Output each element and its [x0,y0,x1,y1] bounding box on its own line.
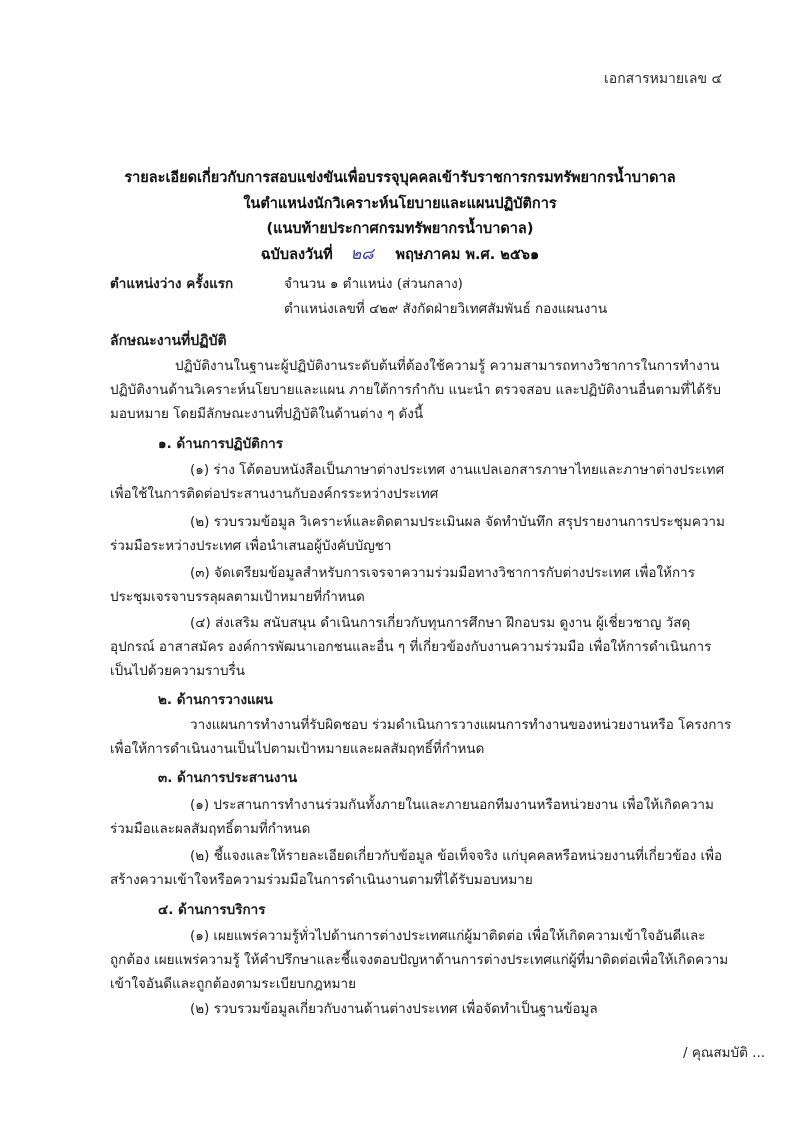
section-3-item-1-line-2: ร่วมมือและผลสัมฤทธิ์ตามที่กำหนด [110,821,311,837]
intro-line-3: มอบหมาย โดยมีลักษณะงานที่ปฏิบัติในด้านต่าง ๆ ดังนี้ [110,406,424,422]
section-3-item-2-line-1: (๒) ชี้แจงและให้รายละเอียดเกี่ยวกับข้อมูล ข้อเท็จจริง แก่บุคคลหรือหน่วยงานที่เกี่ยวข้อง เพื่อ [190,848,723,864]
section-4-item-1-line-2: ถูกต้อง เผยแพร่ความรู้ ให้คำปรึกษาและชี้แจงตอบปัญหาด้านการต่างประเทศแก่ผู้ที่มาติดต่อเพื่อให้เกิดความ [110,952,729,968]
section-4-item-2-line-1: (๒) รวบรวมข้อมูลเกี่ยวกับงานด้านต่างประเทศ เพื่อจัดทำเป็นฐานข้อมูล [190,1001,598,1017]
section-1-item-3-line-2: ประชุมเจรจาบรรลุผลตามเป้าหมายที่กำหนด [110,589,365,605]
section-4-item-1-line-3: เข้าใจอันดีและถูกต้องตามระเบียบกฎหมาย [110,976,357,992]
title-line-3: (แนบท้ายประกาศกรมทรัพยากรน้ำบาดาล) [266,221,534,237]
title-line-1: รายละเอียดเกี่ยวกับการสอบแข่งขันเพื่อบรรจุบุคคลเข้ารับราชการกรมทรัพยากรน้ำบาดาล [124,170,676,186]
section-1-item-3-line-1: (๓) จัดเตรียมข้อมูลสำหรับการเจรจาความร่วมมือทางวิชาการกับต่างประเทศ เพื่อให้การ [190,565,695,581]
document-number: เอกสารหมายเลข ๔ [604,71,723,87]
job-description-heading: ลักษณะงานที่ปฏิบัติ [110,333,227,349]
section-3-item-2-line-2: สร้างความเข้าใจหรือความร่วมมือในการดำเนินงานตามที่ได้รับมอบหมาย [110,872,533,888]
title-date-line [0,242,800,267]
handwritten-date-day: ๒๘ [350,244,374,263]
continuation-note: / คุณสมบัติ ... [683,1045,766,1061]
section-1-item-2-line-1: (๒) รวบรวมข้อมูล วิเคราะห์และติดตามประเมินผล จัดทำบันทึก สรุปรายงานการประชุมความ [190,514,725,530]
section-1-item-1-line-1: (๑) ร่าง โต้ตอบหนังสือเป็นภาษาต่างประเทศ งานแปลเอกสารภาษาไทยและภาษาต่างประเทศ [190,462,725,478]
section-4-heading: ๔. ด้านการบริการ [158,902,266,918]
section-2-item-1-line-2: เพื่อให้การดำเนินงานเป็นไปตามเป้าหมายและผลสัมฤทธิ์ที่กำหนด [110,741,485,757]
vacancy-count: จำนวน ๑ ตำแหน่ง (ส่วนกลาง) [284,276,463,292]
intro-line-1: ปฏิบัติงานในฐานะผู้ปฏิบัติงานระดับต้นที่ต้องใช้ความรู้ ความสามารถทางวิชาการในการทำงาน [175,358,720,374]
section-1-item-1-line-2: เพื่อใช้ในการติดต่อประสานงานกับองค์กรระหว่างประเทศ [110,486,439,502]
section-2-item-1-line-1: วางแผนการทำงานที่รับผิดชอบ ร่วมดำเนินการวางแผนการทำงานของหน่วยงานหรือ โครงการ [190,717,732,733]
section-1-item-2-line-2: ร่วมมือระหว่างประเทศ เพื่อนำเสนอผู้บังคับบัญชา [110,538,392,554]
section-1-item-4-line-3: เป็นไปด้วยความราบรื่น [110,663,245,679]
date-prefix: ฉบับลงวันที่ [260,247,333,263]
section-3-item-1-line-1: (๑) ประสานการทำงานร่วมกันทั้งภายในและภายนอกทีมงานหรือหน่วยงาน เพื่อให้เกิดความ [190,797,714,813]
vacancy-position: ตำแหน่งเลขที่ ๔๒๙ สังกัดฝ่ายวิเทศสัมพันธ์ กองแผนงาน [284,301,608,317]
section-1-item-4-line-2: อุปกรณ์ อาสาสมัคร องค์การพัฒนาเอกชนและอื่น ๆ ที่เกี่ยวข้องกับงานความร่วมมือ เพื่อให้การดำเนินการ [110,639,712,655]
intro-line-2: ปฏิบัติงานด้านวิเคราะห์นโยบายและแผน ภายใต้การกำกับ แนะนำ ตรวจสอบ และปฏิบัติงานอื่นตามที่ได้รับ [110,382,721,398]
section-1-item-4-line-1: (๔) ส่งเสริม สนับสนุน ดำเนินการเกี่ยวกับทุนการศึกษา ฝึกอบรม ดูงาน ผู้เชี่ยวชาญ วัสดุ [190,615,691,631]
section-4-item-1-line-1: (๑) เผยแพร่ความรู้ทั่วไปด้านการต่างประเทศแก่ผู้มาติดต่อ เพื่อให้เกิดความเข้าใจอันดีและ [190,928,706,944]
title-line-2: ในตำแหน่งนักวิเคราะห์นโยบายและแผนปฏิบัติการ [243,196,557,212]
date-rest: พฤษภาคม พ.ศ. ๒๕๖๑ [395,247,540,263]
vacancy-label: ตำแหน่งว่าง ครั้งแรก [110,276,234,292]
section-3-heading: ๓. ด้านการประสานงาน [158,770,298,786]
section-2-heading: ๒. ด้านการวางแผน [158,692,273,708]
section-1-heading: ๑. ด้านการปฏิบัติการ [158,436,283,452]
